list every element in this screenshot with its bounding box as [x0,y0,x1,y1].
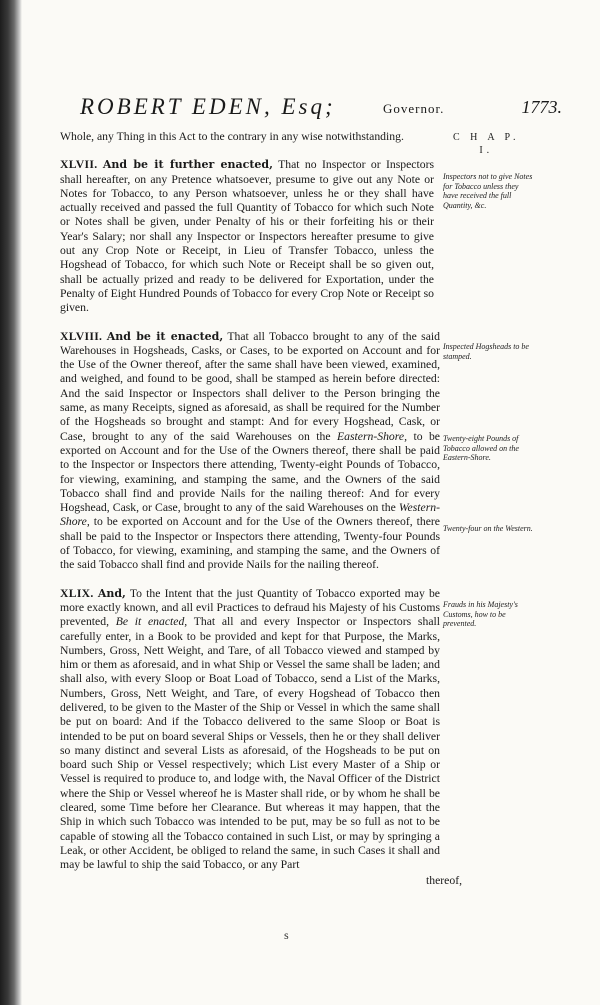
section-text: to be exported on Account and for the Use of the Owners thereof, there shall be paid to the Inspector or Inspectors there attending, Twenty-four Pounds of Tobacco, for viewing, examining, and stamping the same, and the Owners of the said Tobacco shall find and provide Nails for the nailing thereof. [60,515,440,572]
section-number: XLIX. [60,586,94,600]
section-47 [60,158,440,315]
section-text: That all Tobacco brought to any of the said Warehouses in Hogsheads, Casks, or Cases, to be exported on Account and for the Use of the Owner thereof, after the same shall have been viewed, examined, and weighed, and found to be good, shall be stamped as herein before directed: And the said Inspector or Inspectors shall deliver to the Person bringing the same, as many Receipts, signed as aforesaid, as shall be required for the Number of the Hogsheads so brought and stampt: And for every Hogshead, Cask, or Case, brought to any of the said Warehouses on the [60,329,441,443]
section-text: That no Inspector or Inspectors shall hereafter, on any Pretence whatsoever, presume to give out any Note or Notes for Tobacco, to any Person whatsoever, unless he or they shall have actually received and passed the full Quantity of Tobacco for which such Note or Notes shall be given, under Penalty of his or their forfeiting his or their Year's Salary; nor shall any Inspector or Inspectors hereafter presume to give out any Crop Note or Receipt, in Lieu of Transfer Tobacco, unless the Hogshead of Tobacco, for which such Note or Receipt shall be so given out, shall be actually prized and ready to be delivered for Exportation, under the Penalty of Eight Hundred Pounds of Tobacco for every Crop Note or Receipt so given. [60,158,435,315]
chapter-number: I. [479,145,494,156]
margin-note-inspectors: Inspectors not to give Notes for Tobacco unless they have received the full Quantity, &c. [443,172,533,210]
body-text [60,130,440,887]
running-head [80,94,336,120]
section-heading: And be it further enacted, [102,158,273,172]
chapter-label [453,131,519,157]
enacted-term: Be it enacted, [115,615,188,629]
section-text: That all and every Inspector or Inspectors shall carefully enter, in a Book to be provided and kept for that Purpose, the Marks, Numbers, Gross, Nett Weight, and Tare, of all Tobacco viewed and stamped by him or them as aforesaid, and in what Ship or Vessel the same shall be laden; and shall also, with every Sloop or Boat Load of Tobacco, send a List of the Marks, Numbers, Gross, Nett Weight, and Tare, of every Hogshead of Tobacco then delivered, to be given to the Master of the Ship or Vessel in which the same shall be put on board: And if the Tobacco delivered to the same Sloop or Boat is intended to be put on board several Ships or Vessels, then he or they shall deliver so many distinct and several Lists as aforesaid, of the Hogsheads to be put on board such Ship or Vessel respectively; which List every Master of a Ship or Vessel is required to produce to, and lodge with, the Naval Officer of the District where the Ship or Vessel whereof he is Master shall ride, or by whom he shall be cleared, some Time before her Clearance. But whereas it may happen, that the Ship in which such Tobacco was intended to be put, may be so full as not to be capable of stowing all the Tobacco contained in such List, or may by springing a Leak, or other Accident, be obliged to reland the same, in such Cases it shall and may be lawful to ship the said Tobacco, or any Part [60,615,440,872]
section-text: to be exported on Account and for the Use of the Owners thereof, there shall be paid to the Inspector or Inspectors there attending, Twenty-eight Pounds of Tobacco, for viewing, examining, and stamping the same, and the Owners of the said Tobacco shall find and provide Nails for the nailing thereof: And for every Hogshead, Cask, or Case, brought to any of the said Warehouses on the [60,429,440,515]
section-number: XLVIII. [60,329,103,343]
western-shore-term: Western-Shore, [60,501,440,529]
margin-note-frauds: Frauds in his Majesty's Customs, how to be prevented. [443,600,518,629]
catchword: thereof, [426,874,463,887]
running-head-text: ROBERT EDEN, Esq; [80,94,336,119]
section-heading: And be it enacted, [106,329,224,343]
page-header [80,94,570,124]
margin-note-western: Twenty-four on the Western. [443,524,533,533]
signature-mark: s [284,928,289,942]
page-number: 1773. [521,97,562,117]
chapter-word: C H A P. [453,132,520,143]
section-heading: And, [97,586,126,600]
section-48 [60,330,440,573]
margin-note-stamped: Inspected Hogsheads to be stamped. [443,342,529,361]
section-number: XLVII. [60,158,98,172]
section-49 [60,587,440,873]
section-text: To the Intent that the just Quantity of Tobacco exported may be more exactly known, and all evil Practices to defraud his Majesty of his Customs prevented, [60,586,440,629]
eastern-shore-term: Eastern-Shore, [337,429,408,443]
margin-note-eastern: Twenty-eight Pounds of Tobacco allowed on the Eastern-Shore. [443,434,519,463]
continued-paragraph: Whole, any Thing in this Act to the contrary in any wise notwithstanding. [60,130,404,143]
running-head-governor: Governor. [383,101,445,116]
binding-shadow [0,0,22,1005]
